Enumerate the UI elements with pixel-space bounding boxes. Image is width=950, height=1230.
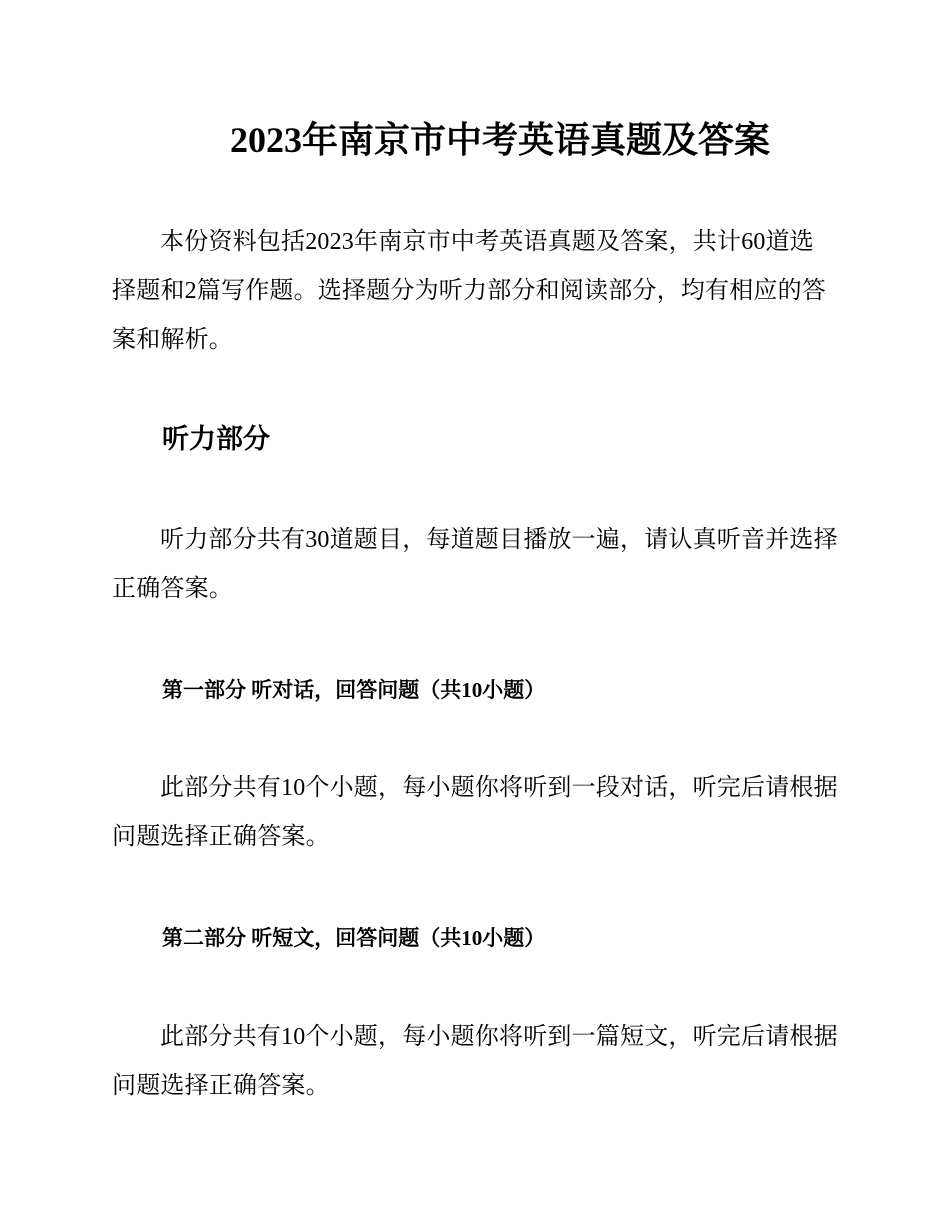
subsection-heading-part1: 第一部分 听对话，回答问题（共10小题） — [162, 678, 546, 702]
part2-description: 此部分共有10个小题，每小题你将听到一篇短文，听完后请根据问题选择正确答案。 — [112, 1024, 838, 1099]
listening-description: 听力部分共有30道题目，每道题目播放一遍，请认真听音并选择正确答案。 — [112, 527, 838, 602]
section-heading-listening: 听力部分 — [162, 424, 270, 455]
part1-description: 此部分共有10个小题，每小题你将听到一段对话，听完后请根据问题选择正确答案。 — [112, 775, 838, 850]
subsection-heading-part2: 第二部分 听短文，回答问题（共10小题） — [162, 926, 546, 950]
intro-paragraph: 本份资料包括2023年南京市中考英语真题及答案，共计60道选择题和2篇写作题。选择题分为听力部分和阅读部分，均有相应的答案和解析。 — [112, 229, 826, 353]
document-title: 2023年南京市中考英语真题及答案 — [229, 120, 770, 160]
